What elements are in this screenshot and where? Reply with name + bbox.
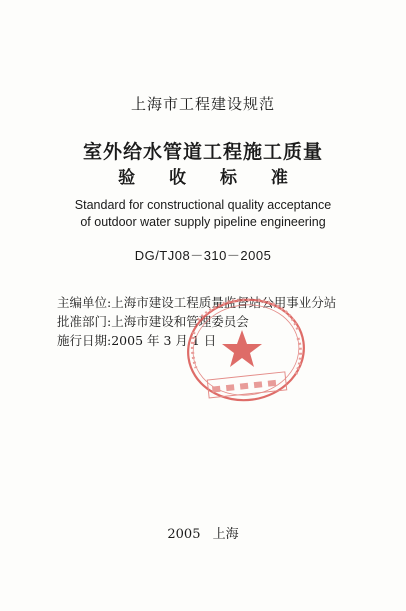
library-stamp bbox=[180, 290, 316, 418]
english-title-line1: Standard for constructional quality acceptance bbox=[74, 198, 332, 212]
main-title: 室外给水管道工程施工质量 bbox=[82, 141, 323, 163]
standard-code: DG/TJ08－310－2005 bbox=[134, 248, 272, 263]
effective-date: 施行日期:2005 年 3 月 1 日 bbox=[57, 333, 217, 348]
english-title-line2: of outdoor water supply pipeline engineering bbox=[80, 215, 326, 229]
publication-footer: 2005 上海 bbox=[167, 527, 239, 542]
editor-unit: 主编单位:上海市建设工程质量监督站公用事业分站 bbox=[57, 295, 337, 310]
series-title: 上海市工程建设规范 bbox=[130, 95, 275, 113]
main-title-line2: 验 收 标 准 bbox=[118, 168, 302, 188]
star-icon bbox=[222, 330, 262, 367]
approval-dept: 批准部门:上海市建设和管理委员会 bbox=[57, 314, 249, 329]
